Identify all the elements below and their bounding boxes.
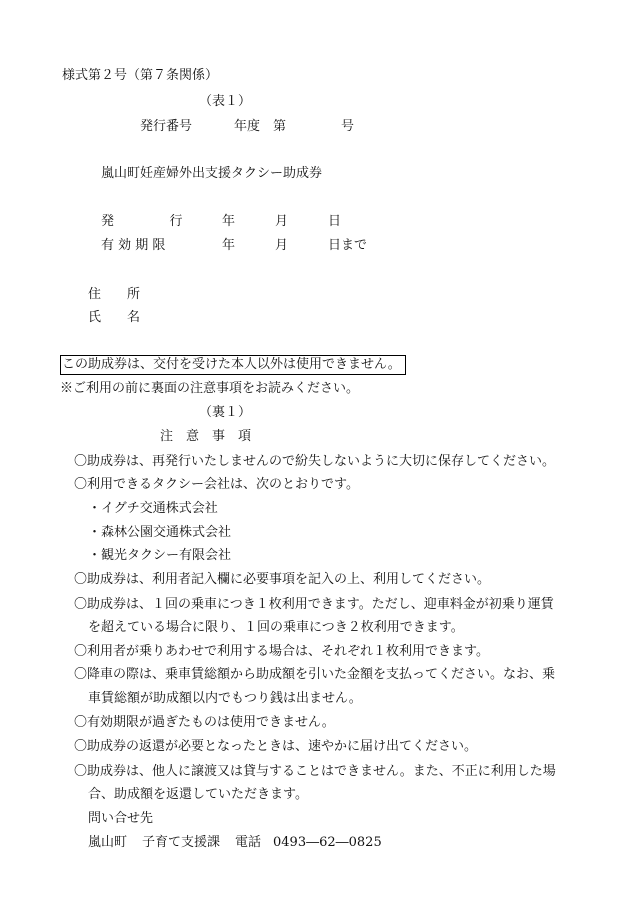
name-label: 氏 名 bbox=[88, 310, 141, 325]
issue-number-go: 号 bbox=[341, 119, 355, 134]
note-line: 〇助成券は、他人に譲渡又は貸与することはできません。また、不正に利用した場 bbox=[74, 764, 556, 779]
contact-tel-number: 0493―62―0825 bbox=[273, 835, 382, 850]
note-line-continued: 車賃総額が助成額以内でもつり銭は出ません。 bbox=[88, 691, 362, 706]
note-line: 〇利用できるタクシー会社は、次のとおりです。 bbox=[74, 477, 359, 492]
note-line: 〇降車の際は、乗車賃総額から助成額を引いた金額を支払ってください。なお、乗 bbox=[74, 667, 556, 682]
contact-tel-label: 電話 bbox=[235, 835, 262, 850]
company-item: ・イグチ交通株式会社 bbox=[88, 501, 218, 516]
company-item: ・森林公園交通株式会社 bbox=[88, 525, 232, 540]
note-line: 〇助成券は、利用者記入欄に必要事項を記入の上、利用してください。 bbox=[74, 572, 491, 587]
form-number: 様式第２号（第７条関係） bbox=[62, 68, 219, 83]
issue-date-day: 日 bbox=[328, 214, 342, 229]
issue-number-year: 年度 bbox=[234, 119, 261, 134]
note-line: 〇助成券は、１回の乗車につき１枚利用できます。ただし、迎車料金が初乗り運賃 bbox=[74, 597, 554, 612]
contact-department: 子育て支援課 bbox=[142, 835, 221, 850]
note-line: 〇有効期限が過ぎたものは使用できません。 bbox=[74, 715, 335, 730]
contact-label: 問い合せ先 bbox=[88, 811, 154, 826]
ticket-title: 嵐山町妊産婦外出支援タクシー助成券 bbox=[101, 166, 323, 181]
valid-until-year: 年 bbox=[222, 238, 236, 253]
valid-until-month: 月 bbox=[275, 238, 289, 253]
back-notice: ※ご利用の前に裏面の注意事項をお読みください。 bbox=[60, 381, 360, 396]
notes-heading: 注 意 事 項 bbox=[160, 429, 252, 444]
note-line-continued: 合、助成額を返還していただきます。 bbox=[88, 787, 308, 802]
company-item: ・観光タクシー有限会社 bbox=[88, 548, 232, 563]
contact-town: 嵐山町 bbox=[88, 835, 128, 850]
valid-until-day: 日まで bbox=[328, 238, 368, 253]
valid-until-label: 有 効 期 限 bbox=[101, 238, 166, 253]
note-line: 〇助成券は、再発行いたしませんので紛失しないように大切に保存してください。 bbox=[74, 454, 556, 469]
issue-date-year: 年 bbox=[222, 214, 236, 229]
front-side-label: （表１） bbox=[199, 94, 252, 109]
note-line: 〇助成券の返還が必要となったときは、速やかに届け出てください。 bbox=[74, 739, 478, 754]
boxed-notice: この助成券は、交付を受けた本人以外は使用できません。 bbox=[60, 355, 406, 375]
issue-number-dai: 第 bbox=[273, 119, 287, 134]
address-label: 住 所 bbox=[88, 287, 141, 302]
note-line-continued: を超えている場合に限り、１回の乗車につき２枚利用できます。 bbox=[88, 620, 464, 635]
issue-date-label: 発 行 bbox=[101, 214, 184, 229]
note-line: 〇利用者が乗りあわせで利用する場合は、それぞれ１枚利用できます。 bbox=[74, 644, 489, 659]
issue-date-month: 月 bbox=[275, 214, 289, 229]
issue-number-label: 発行番号 bbox=[140, 119, 193, 134]
back-side-label: （裏１） bbox=[199, 405, 252, 420]
